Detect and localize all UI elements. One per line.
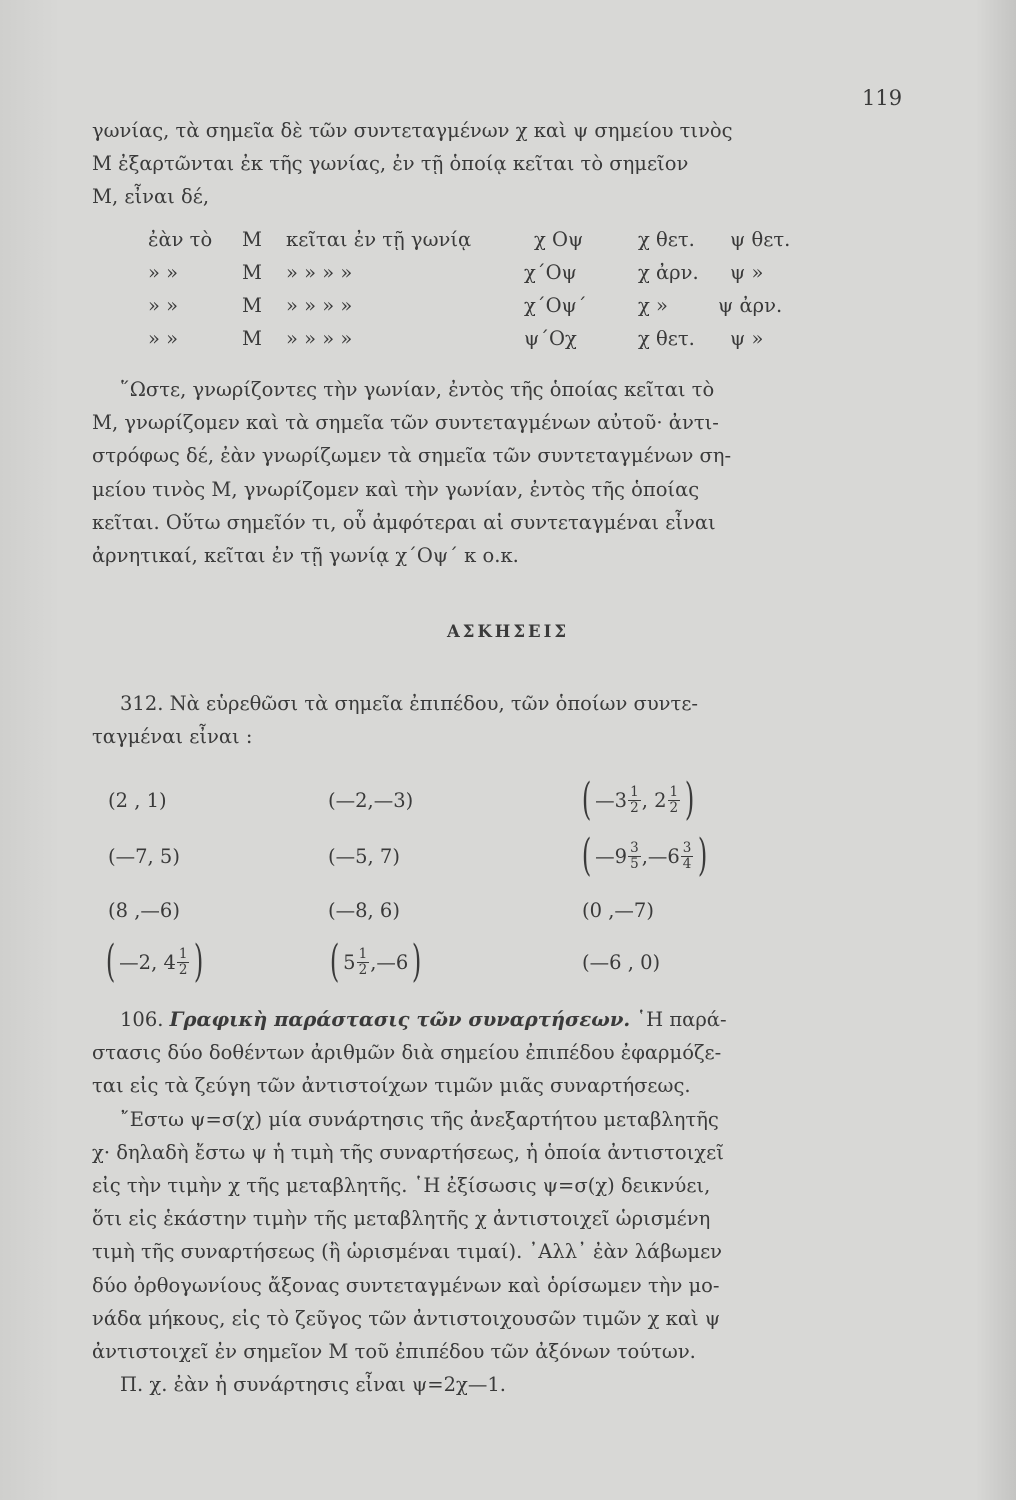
intro-paragraph — [92, 114, 912, 214]
coord-pair: (0 ,—7) — [582, 898, 654, 922]
text-line: ται εἰς τὰ ζεύγη τῶν ἀντιστοίχων τιμῶν μιᾶς συναρτήσεως. — [92, 1074, 691, 1098]
coord-part: —9 — [595, 844, 628, 868]
cond-mid: » » » » — [286, 327, 353, 350]
coord-part: ,—6 — [370, 950, 409, 974]
cond-x-sign: χ ἀρν. — [638, 261, 699, 284]
text-line: χ· δηλαδὴ ἔστω ψ ἡ τιμὴ τῆς συναρτήσεως, ἡ ὁποία ἀντιστοιχεῖ — [92, 1140, 724, 1164]
denominator: 4 — [682, 855, 692, 872]
text-line: Μ, εἶναι δέ, — [92, 185, 210, 209]
exercises-heading: ΑΣΚΗΣΕΙΣ — [446, 622, 570, 641]
paren-open: ( — [581, 774, 592, 825]
coord-pair-fraction — [578, 774, 698, 826]
denominator: 2 — [178, 961, 188, 978]
text-line: γωνίας, τὰ σημεῖα δὲ τῶν συντεταγμένων χ καὶ ψ σημείου τινὸς — [92, 119, 733, 142]
text-line: εἰς τὴν τιμὴν χ τῆς μεταβλητῆς. ῾Η ἐξίσωσις ψ=σ(χ) δεικνύει, — [92, 1174, 711, 1198]
text-line: ῞Ωστε, γνωρίζοντες τὴν γωνίαν, ἐντὸς τῆς ὁποίας κεῖται τὸ — [120, 378, 715, 401]
text-line: ἀντιστοιχεῖ ἐν σημεῖον Μ τοῦ ἐπιπέδου τῶν ἀξόνων τούτων. — [92, 1340, 696, 1364]
cond-angle: ψ΄Οχ — [524, 327, 577, 350]
fraction — [357, 947, 370, 978]
numerator: 3 — [682, 839, 692, 856]
fraction — [628, 785, 641, 816]
section-title: Γραφικὴ παράστασις τῶν συναρτήσεων. — [169, 1008, 631, 1031]
coord-pair-fraction — [578, 830, 712, 882]
cond-lead: » » — [148, 327, 179, 350]
cond-x-sign: χ θετ. — [638, 327, 695, 350]
coord-pair: (—7, 5) — [108, 844, 180, 868]
coord-part: ,—6 — [641, 844, 680, 868]
cond-mid: κεῖται ἐν τῇ γωνίᾳ — [286, 228, 472, 251]
text-line: μείου τινὸς Μ, γνωρίζομεν καὶ τὴν γωνίαν, ἐντὸς τῆς ὁποίας — [92, 477, 700, 501]
fraction — [668, 785, 681, 816]
cond-point: Μ — [242, 261, 262, 284]
cond-y-sign: ψ » — [730, 327, 764, 350]
paren-close: ) — [698, 830, 708, 881]
paren-open: ( — [581, 830, 592, 881]
text-line: ταγμέναι εἶναι : — [92, 725, 253, 749]
coord-part: , 2 — [641, 788, 667, 812]
coord-pair: (—8, 6) — [328, 898, 400, 922]
cond-angle: χ Οψ — [534, 228, 584, 251]
cond-angle: χ΄Οψ΄ — [524, 294, 587, 317]
fraction — [681, 841, 694, 872]
cond-lead: ἐὰν τὸ — [148, 228, 213, 251]
paragraph — [92, 373, 912, 572]
coord-pair: (8 ,—6) — [108, 898, 180, 922]
text-line: δύο ὀρθογωνίους ἄξονας συντεταγμένων καὶ ὁρίσωμεν τὴν μο- — [92, 1273, 720, 1297]
cond-y-sign: ψ » — [730, 261, 764, 284]
cond-x-sign: χ θετ. — [638, 228, 695, 251]
cond-lead: » » — [148, 294, 179, 317]
text-line: κεῖται. Οὕτω σημεῖόν τι, οὗ ἀμφότεραι αἱ συντεταγμέναι εἶναι — [92, 510, 716, 534]
exercise-312 — [92, 687, 912, 753]
numerator: 3 — [630, 839, 639, 856]
paren-close: ) — [194, 936, 204, 987]
fraction — [177, 947, 190, 978]
cond-point: Μ — [242, 294, 262, 317]
denominator: 2 — [630, 799, 639, 816]
denominator: 2 — [669, 799, 679, 816]
cond-mid: » » » » — [286, 294, 353, 317]
text-line: στρόφως δέ, ἐὰν γνωρίζωμεν τὰ σημεῖα τῶν συντεταγμένων ση- — [92, 444, 732, 468]
denominator: 2 — [358, 961, 368, 978]
cond-angle: χ΄Οψ — [524, 261, 577, 284]
text-line — [92, 1003, 912, 1036]
page-number: 119 — [862, 86, 903, 110]
coord-pair: (—5, 7) — [328, 844, 400, 868]
numerator: 1 — [358, 945, 368, 962]
text-line: Μ ἐξαρτῶνται ἐκ τῆς γωνίας, ἐν τῇ ὁποίᾳ κεῖται τὸ σημεῖον — [92, 152, 689, 176]
fraction — [628, 841, 641, 872]
text-line: στασις δύο δοθέντων ἀριθμῶν διὰ σημείου ἐπιπέδου ἐφαρμόζε- — [92, 1041, 722, 1065]
paren-close: ) — [412, 936, 422, 987]
numerator: 1 — [630, 783, 639, 800]
cond-point: Μ — [242, 327, 262, 350]
cond-y-sign: ψ ἀρν. — [718, 294, 783, 317]
cond-mid: » » » » — [286, 261, 353, 284]
text-line: Μ, γνωρίζομεν καὶ τὰ σημεῖα τῶν συντεταγμένων αὐτοῦ· ἀντι- — [92, 411, 719, 435]
coord-pair-fraction — [326, 936, 425, 988]
paren-open: ( — [105, 936, 116, 987]
coord-part: 5 — [343, 950, 356, 974]
numerator: 1 — [669, 783, 679, 800]
paren-open: ( — [329, 936, 340, 987]
text-line: τιμὴ τῆς συναρτήσεως (ἢ ὡρισμέναι τιμαί). ᾿Αλλ᾿ ἐὰν λάβωμεν — [92, 1240, 723, 1264]
text-line: ὅτι εἰς ἑκάστην τιμὴν τῆς μεταβλητῆς χ ἀντιστοιχεῖ ὡρισμένη — [92, 1207, 711, 1231]
section-number: 106. — [120, 1008, 164, 1031]
paren-close: ) — [684, 774, 695, 825]
cond-y-sign: ψ θετ. — [730, 228, 791, 251]
coord-pair-fraction — [102, 936, 208, 988]
text-line: 312. Νὰ εὑρεθῶσι τὰ σημεῖα ἐπιπέδου, τῶν ὁποίων συντε- — [120, 692, 699, 715]
cond-x-sign: χ » — [638, 294, 668, 317]
text-line: ῎Εστω ψ=σ(χ) μία συνάρτησις τῆς ἀνεξαρτήτου μεταβλητῆς — [120, 1107, 719, 1131]
coord-pair: (—2,—3) — [328, 788, 414, 812]
section-106 — [92, 1003, 912, 1401]
section-first-line: ῾Η παρά- — [636, 1008, 727, 1031]
coord-part: —3 — [595, 788, 628, 812]
cond-point: Μ — [242, 228, 262, 251]
coord-pair: (2 , 1) — [108, 788, 167, 812]
coord-part: —2, 4 — [119, 950, 176, 974]
text-line: νάδα μήκους, εἰς τὸ ζεῦγος τῶν ἀντιστοιχουσῶν τιμῶν χ καὶ ψ — [92, 1306, 721, 1330]
text-line: ἀρνητικαί, κεῖται ἐν τῇ γωνίᾳ χ΄Οψ΄ κ ο.κ. — [92, 544, 519, 568]
denominator: 5 — [630, 855, 639, 872]
numerator: 1 — [178, 945, 188, 962]
coord-pair: (—6 , 0) — [582, 950, 661, 974]
cond-lead: » » — [148, 261, 179, 284]
text-line: Π. χ. ἐὰν ἡ συνάρτησις εἶναι ψ=2χ—1. — [120, 1373, 506, 1397]
